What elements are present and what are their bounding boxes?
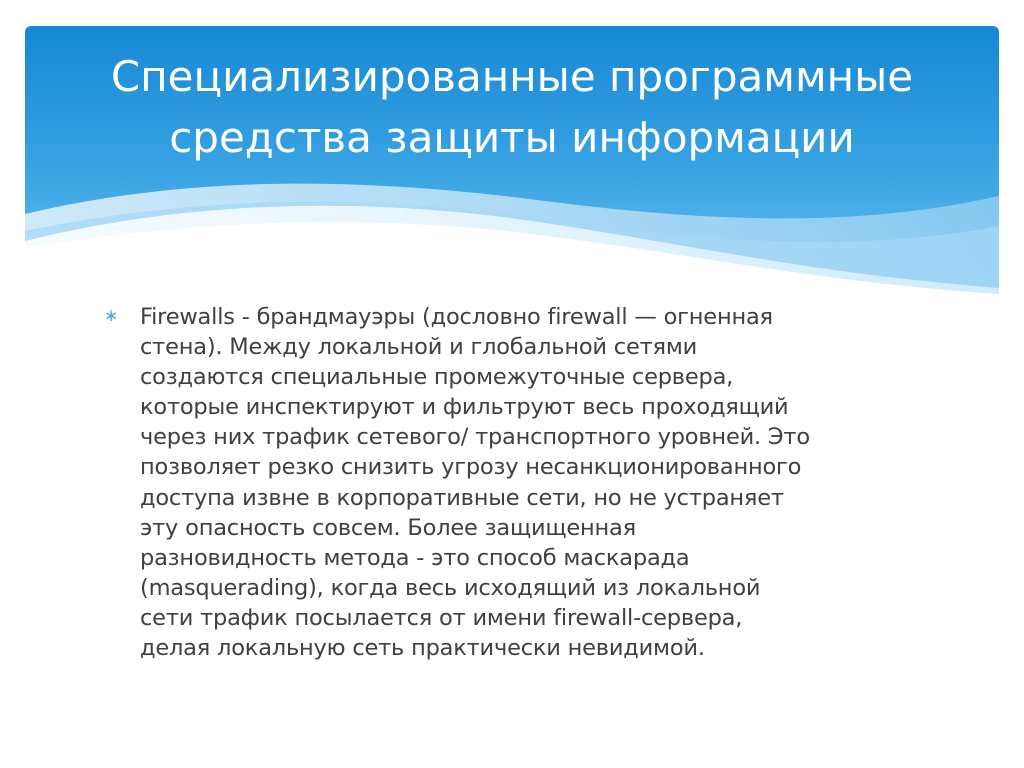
asterisk-bullet-icon: ∗ bbox=[104, 306, 119, 326]
bullet-text-line: разновидность метода - это способ маскарада bbox=[140, 544, 690, 571]
bullet-text-line: эту опасность совсем. Более защищенная bbox=[140, 514, 636, 541]
bullet-text-line: делая локальную сеть практически невидимой. bbox=[140, 635, 705, 662]
bullet-text-line: сети трафик посылается от имени firewall-сервера, bbox=[140, 604, 743, 631]
slide-title-line-2: средства защиты информации bbox=[169, 113, 855, 162]
bullet-text-line: Firewalls - брандмауэры (дословно firewall — огненная bbox=[140, 304, 773, 330]
bullet-item bbox=[104, 302, 904, 663]
bullet-text-line: которые инспектируют и фильтруют весь проходящий bbox=[140, 394, 789, 421]
bullet-text-line: позволяет резко снизить угрозу несанкционированного bbox=[140, 454, 802, 481]
slide-title-line-1: Специализированные программные bbox=[110, 52, 914, 101]
bullet-text-line: создаются специальные промежуточные сервера, bbox=[140, 364, 734, 391]
slide-content bbox=[104, 302, 904, 663]
bullet-paragraph bbox=[140, 302, 904, 663]
slide-title bbox=[25, 46, 999, 168]
bullet-text-line: (masquerading), когда весь исходящий из локальной bbox=[140, 574, 761, 601]
bullet-text-line: стена). Между локальной и глобальной сетями bbox=[140, 334, 698, 361]
bullet-text-line: доступа извне в корпоративные сети, но не устраняет bbox=[140, 484, 784, 511]
bullet-text-line: через них трафик сетевого/ транспортного уровней. Это bbox=[140, 424, 810, 451]
